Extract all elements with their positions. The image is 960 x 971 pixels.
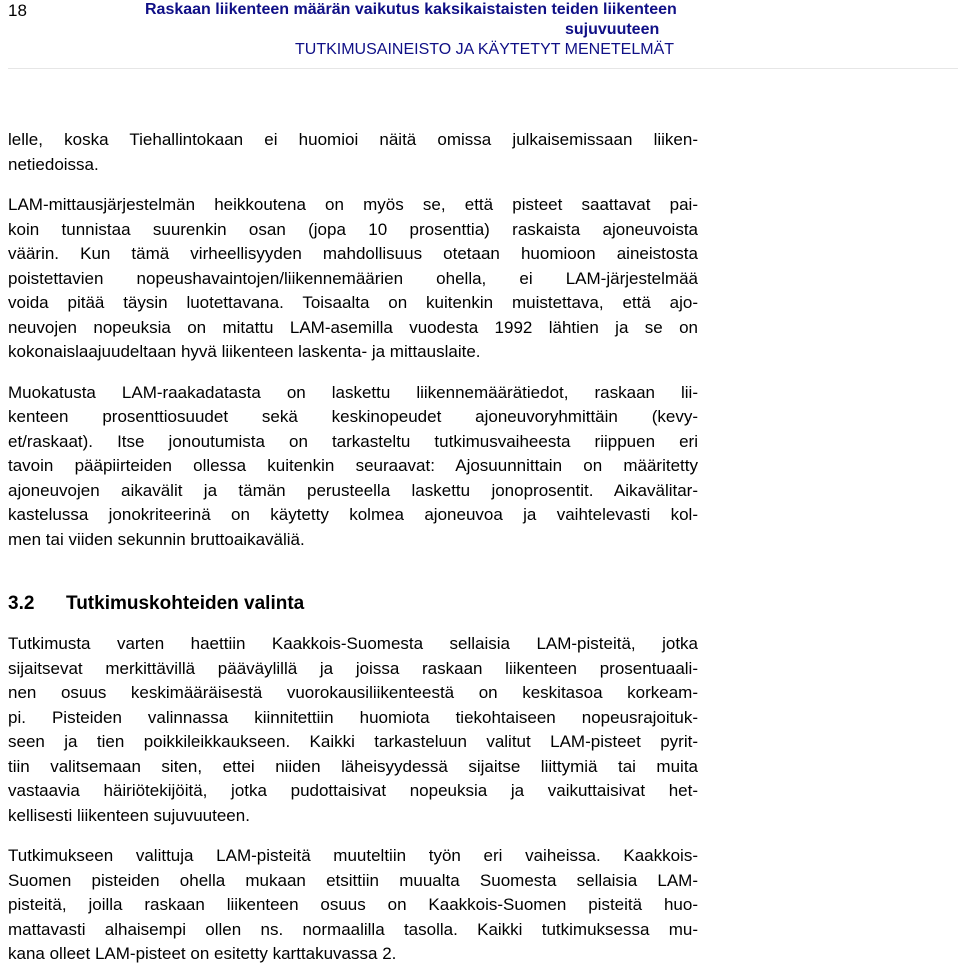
text-line: neuvojen nopeuksia on mitattu LAM-asemilla vuodesta 1992 lähtien ja se on: [8, 317, 698, 337]
text-line: kenteen prosenttiosuudet sekä keskinopeudet ajoneuvoryhmittäin (kevy-: [8, 407, 698, 426]
paragraph-1: [8, 128, 698, 177]
text-line: väärin. Kun tämä virheellisyyden mahdollisuus otetaan huomioon aineistosta: [8, 244, 698, 263]
text-line: ajoneuvojen aikavälit ja tämän perusteella laskettu jonoprosentit. Aikavälitar-: [8, 480, 698, 500]
running-header: [145, 0, 677, 60]
text-line: poistettavien nopeushavaintojen/liikennemäärien ohella, ei LAM-järjestelmää: [8, 268, 698, 288]
section-number: 3.2: [8, 593, 35, 614]
text-line: pi. Pisteiden valinnassa kiinnitettiin huomiota tiekohtaiseen nopeusrajoituk-: [8, 707, 698, 727]
text-line: kokonaislaajuudeltaan hyvä liikenteen laskenta- ja mittauslaite.: [8, 342, 481, 361]
text-line: netiedoissa.: [8, 154, 99, 174]
paragraph-3: [8, 381, 698, 553]
text-line: kana olleet LAM-pisteet on esitetty karttakuvassa 2.: [8, 944, 397, 963]
text-line: sijaitsevat merkittävillä pääväylillä ja joissa raskaan liikenteen prosentuaali-: [8, 658, 698, 678]
text-line: men tai viiden sekunnin bruttoaikaväliä.: [8, 529, 305, 549]
text-line: tavoin pääpiirteiden ollessa kuitenkin seuraavat: Ajosuunnittain on määritetty: [8, 456, 698, 475]
paragraph-5: [8, 844, 698, 967]
text-line: vastaavia häiriötekijöitä, jotka pudottaisivat nopeuksia ja vaikuttaisivat het-: [8, 781, 698, 800]
header-divider: [8, 68, 958, 69]
paragraph-2: [8, 193, 698, 365]
text-line: Muokatusta LAM-raakadatasta on laskettu liikennemäärätiedot, raskaan lii-: [8, 382, 698, 402]
text-line: pisteitä, joilla raskaan liikenteen osuus on Kaakkois-Suomen pisteitä huo-: [8, 895, 698, 914]
page-number: 18: [8, 1, 27, 20]
text-line: koin tunnistaa suurenkin osan (jopa 10 prosenttia) raskaista ajoneuvoista: [8, 219, 698, 239]
text-line: nen osuus keskimääräisestä vuorokausiliikenteestä on keskitasoa korkeam-: [8, 683, 698, 702]
text-line: voida pitää täysin luotettavana. Toisaalta on kuitenkin muistettava, että ajo-: [8, 293, 698, 312]
text-line: Suomen pisteiden ohella mukaan etsittiin muualta Suomesta sellaisia LAM-: [8, 870, 698, 890]
section-heading: [8, 592, 698, 616]
header-title-line-2: sujuvuuteen: [565, 21, 660, 38]
text-line: tiin valitsemaan siten, ettei niiden läheisyydessä sijaitse liittymiä tai muita: [8, 756, 698, 776]
text-line: et/raskaat). Itse jonoutumista on tarkasteltu tutkimusvaiheesta riippuen eri: [8, 431, 698, 451]
text-line: kastelussa jonokriteerinä on käytetty kolmea ajoneuvoa ja vaihtelevasti kol-: [8, 505, 698, 524]
text-line: Tutkimusta varten haettiin Kaakkois-Suomesta sellaisia LAM-pisteitä, jotka: [8, 634, 698, 653]
section-title: Tutkimuskohteiden valinta: [66, 593, 305, 614]
page-body: [8, 128, 698, 967]
text-line: mattavasti alhaisempi ollen ns. normaalilla tasolla. Kaikki tutkimuksessa mu-: [8, 919, 698, 939]
text-line: seen ja tien poikkileikkaukseen. Kaikki tarkasteluun valitut LAM-pisteet pyrit-: [8, 732, 698, 751]
text-line: lelle, koska Tiehallintokaan ei huomioi näitä omissa julkaisemissaan liiken-: [8, 130, 698, 149]
paragraph-4: [8, 632, 698, 828]
header-section-name: TUTKIMUSAINEISTO JA KÄYTETYT MENETELMÄT: [295, 41, 675, 58]
text-line: Tutkimukseen valittuja LAM-pisteitä muuteltiin työn eri vaiheissa. Kaakkois-: [8, 846, 698, 865]
header-title-line-1: Raskaan liikenteen määrän vaikutus kaksikaistaisten teiden liikenteen: [145, 1, 677, 18]
text-line: LAM-mittausjärjestelmän heikkoutena on myös se, että pisteet saattavat pai-: [8, 195, 698, 214]
text-line: kellisesti liikenteen sujuvuuteen.: [8, 805, 250, 825]
